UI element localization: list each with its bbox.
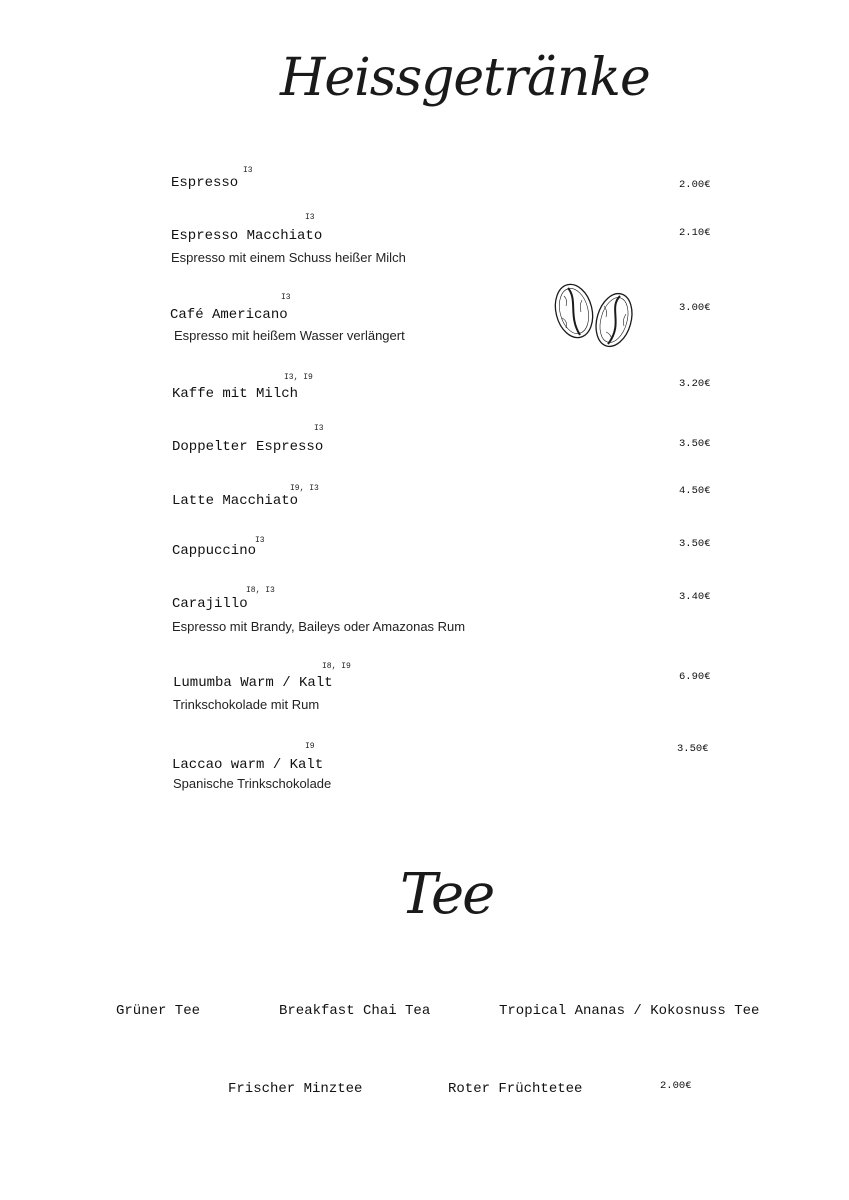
page-title: Heissgetränke <box>280 48 650 108</box>
allergen-code: I3, I9 <box>284 373 313 382</box>
item-name: Café Americano <box>170 307 288 323</box>
allergen-code: I9 <box>305 742 315 751</box>
item-name: Latte Macchiato <box>172 493 299 509</box>
item-description: Spanische Trinkschokolade <box>173 776 332 791</box>
item-description: Espresso mit heißem Wasser verlängert <box>174 328 405 343</box>
coffee-beans-icon <box>550 278 642 352</box>
item-price: 4.50€ <box>679 485 711 497</box>
item-price: 3.00€ <box>679 302 711 314</box>
tea-price: 2.00€ <box>660 1080 692 1092</box>
tea-item: Grüner Tee <box>116 1003 201 1019</box>
item-name: Lumumba Warm / Kalt <box>173 675 333 691</box>
tea-item: Breakfast Chai Tea <box>279 1003 431 1019</box>
tea-item: Tropical Ananas / Kokosnuss Tee <box>499 1003 760 1019</box>
item-description: Trinkschokolade mit Rum <box>173 697 320 712</box>
item-name: Carajillo <box>172 596 248 612</box>
item-price: 3.20€ <box>679 378 711 390</box>
item-name: Kaffe mit Milch <box>172 386 299 402</box>
allergen-code: I3 <box>281 293 291 302</box>
item-name: Espresso <box>171 175 239 191</box>
item-description: Espresso mit einem Schuss heißer Milch <box>171 250 406 265</box>
allergen-code: I9, I3 <box>290 484 319 493</box>
item-name: Laccao warm / Kalt <box>172 757 324 773</box>
allergen-code: I8, I3 <box>246 586 275 595</box>
allergen-code: I3 <box>305 213 315 222</box>
item-price: 3.50€ <box>677 743 709 755</box>
allergen-code: I8, I9 <box>322 662 351 671</box>
tea-item: Roter Früchtetee <box>448 1081 583 1097</box>
tea-item: Frischer Minztee <box>228 1081 363 1097</box>
item-price: 3.50€ <box>679 438 711 450</box>
item-description: Espresso mit Brandy, Baileys oder Amazonas Rum <box>172 619 466 634</box>
item-name: Doppelter Espresso <box>172 439 324 455</box>
item-price: 6.90€ <box>679 671 711 683</box>
item-price: 3.50€ <box>679 538 711 550</box>
allergen-code: I3 <box>314 424 324 433</box>
section-title-tea: Tee <box>400 862 494 927</box>
item-name: Espresso Macchiato <box>171 228 323 244</box>
item-price: 2.00€ <box>679 179 711 191</box>
allergen-code: I3 <box>255 536 265 545</box>
item-price: 2.10€ <box>679 227 711 239</box>
item-name: Cappuccino <box>172 543 257 559</box>
allergen-code: I3 <box>243 166 253 175</box>
item-price: 3.40€ <box>679 591 711 603</box>
